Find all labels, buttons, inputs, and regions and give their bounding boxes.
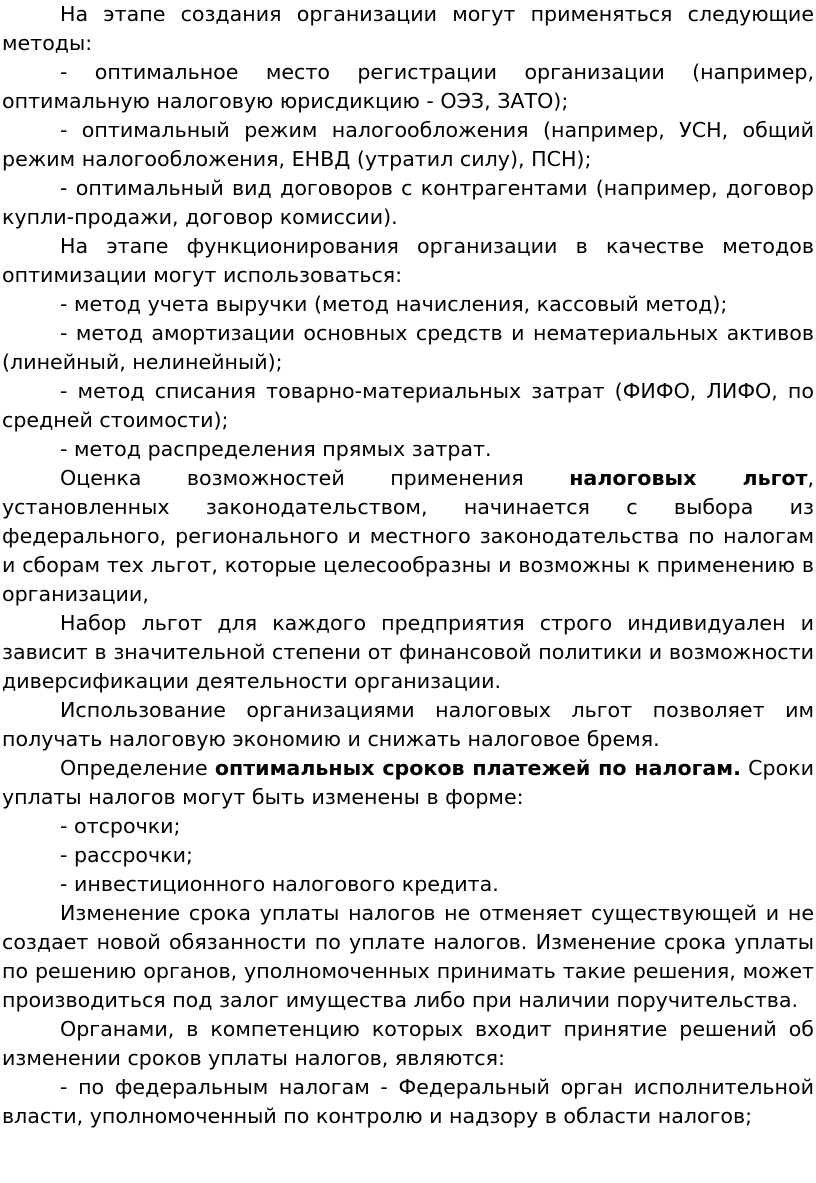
list-item-direct-costs: - метод распределения прямых затрат. [60,437,492,461]
list-item-revenue-method: - метод учета выручки (метод начисления, кассовый метод); [60,292,728,316]
paragraph-tax-benefits [2,464,814,609]
list-item-investment-credit: - инвестиционного налогового кредита. [60,872,499,896]
paragraph-text: Сроки уплаты налогов могут быть изменены в форме: [2,756,814,809]
list-item-contract-type: - оптимальный вид договоров с контрагентами (например, договор купли-продажи, договор комиссии). [2,176,814,229]
paragraph-creation-stage-intro: На этапе создания организации могут применяться следующие методы: [2,2,814,55]
paragraph-payment-terms [2,754,814,812]
list-item-materials-writeoff: - метод списания товарно-материальных затрат (ФИФО, ЛИФО, по средней стоимости); [2,379,814,432]
bold-term-payment-terms: оптимальных сроков платежей по налогам. [214,756,741,780]
bold-term-tax-benefits: налоговых льгот [569,466,808,490]
paragraph-benefits-use: Использование организациями налоговых льгот позволяет им получать налоговую экономию и снижать налоговое бремя. [2,698,814,751]
list-item-installment: - рассрочки; [60,843,193,867]
list-item-federal-taxes: - по федеральным налогам - Федеральный орган исполнительной власти, уполномоченный по контролю и надзору в области налогов; [2,1075,814,1128]
paragraph-text: Оценка возможностей применения [60,466,570,490]
paragraph-operation-stage-intro: На этапе функционирования организации в качестве методов оптимизации могут использоваться: [2,234,814,287]
paragraph-benefits-set: Набор льгот для каждого предприятия строго индивидуален и зависит в значительной степени от финансовой политики и возможности диверсификации деятельности организации. [2,611,814,693]
list-item-depreciation-method: - метод амортизации основных средств и нематериальных активов (линейный, нелинейный); [2,321,814,374]
list-item-registration-place: - оптимальное место регистрации организации (например, оптимальную налоговую юрисдикцию - ОЭЗ, ЗАТО); [2,60,814,113]
paragraph-text: Определение [60,756,215,780]
paragraph-competent-authorities: Органами, в компетенцию которых входит принятие решений об изменении сроков уплаты налогов, являются: [2,1017,814,1070]
paragraph-text: , установленных законодательством, начинается с выбора из федерального, регионального и местного законодательства по налогам и сборам тех льгот, которые целесообразны и возможны к применению в организации, [2,466,814,606]
list-item-tax-regime: - оптимальный режим налогообложения (например, УСН, общий режим налогообложения, ЕНВД (утратил силу), ПСН); [2,118,814,171]
paragraph-term-change: Изменение срока уплаты налогов не отменяет существующей и не создает новой обязанности по уплате налогов. Изменение срока уплаты по решению органов, уполномоченных принимать такие решения, может производиться под залог имущества либо при наличии поручительства. [2,901,814,1012]
list-item-deferral: - отсрочки; [60,814,181,838]
